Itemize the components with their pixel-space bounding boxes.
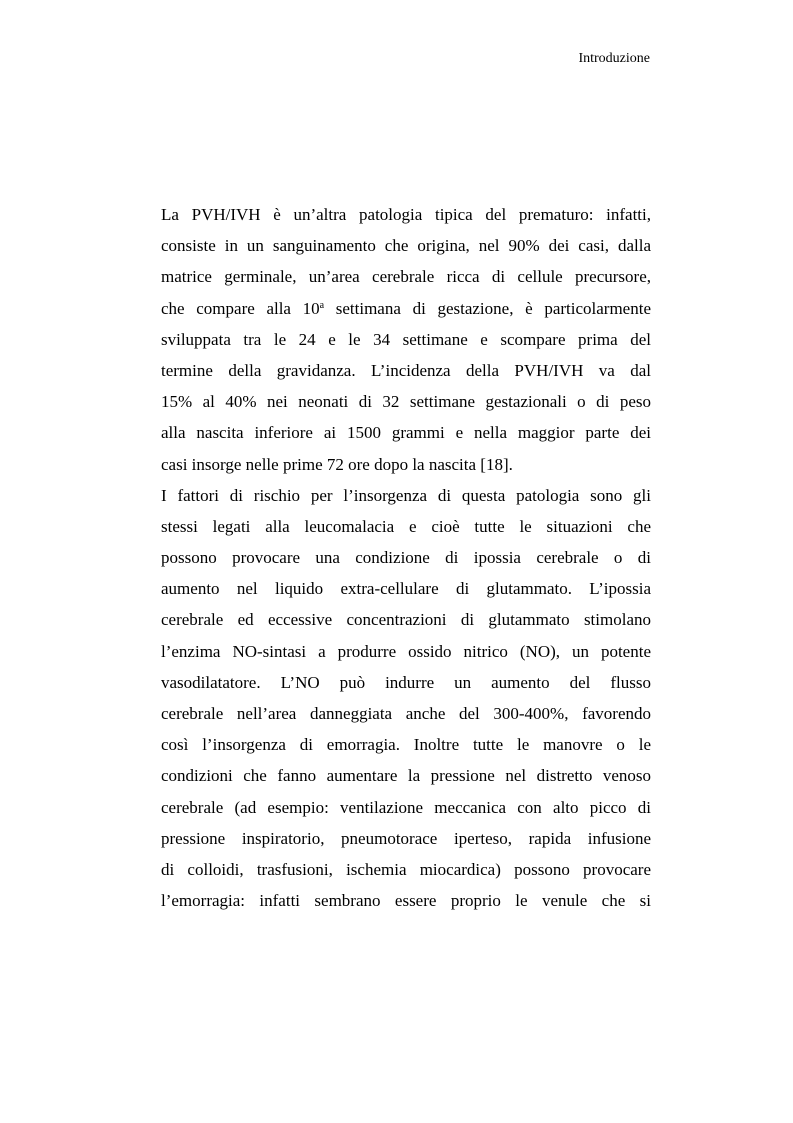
superscript: a: [319, 299, 325, 311]
text-line: così l’insorgenza di emorragia. Inoltre tutte le manovre o le: [161, 735, 651, 755]
text-line: condizioni che fanno aumentare la pressione nel distretto venoso: [161, 766, 651, 786]
text-line: [161, 293, 651, 324]
text-line: di colloidi, trasfusioni, ischemia miocardica) possono provocare: [161, 859, 651, 879]
text-line: cerebrale ed eccessive concentrazioni di glutammato stimolano: [161, 610, 651, 630]
text-line: I fattori di rischio per l’insorgenza di questa patologia sono gli: [161, 485, 651, 505]
text-line: 15% al 40% nei neonati di 32 settimane gestazionali o di peso: [161, 392, 651, 412]
text-line: alla nascita inferiore ai 1500 grammi e nella maggior parte dei: [161, 423, 651, 443]
text-line: stessi legati alla leucomalacia e cioè tutte le situazioni che: [161, 516, 651, 536]
text-line: La PVH/IVH è un’altra patologia tipica del prematuro: infatti,: [161, 205, 651, 224]
running-header: Introduzione: [578, 51, 650, 66]
text-line: sviluppata tra le 24 e le 34 settimane e scompare prima del: [161, 329, 651, 349]
text-line: matrice germinale, un’area cerebrale ricca di cellule precursore,: [161, 267, 651, 287]
text-line: casi insorge nelle prime 72 ore dopo la nascita [18].: [161, 454, 513, 474]
text-line: cerebrale nell’area danneggiata anche del 300-400%, favorendo: [161, 704, 651, 723]
text-line: l’emorragia: infatti sembrano essere proprio le venule che si: [161, 891, 651, 911]
text-segment: che compare alla 10: [161, 298, 320, 318]
text-line: vasodilatatore. L’NO può indurre un aumento del flusso: [161, 672, 651, 692]
text-line: termine della gravidanza. L’incidenza della PVH/IVH va dal: [161, 360, 651, 380]
text-line: cerebrale (ad esempio: ventilazione meccanica con alto picco di: [161, 797, 651, 817]
text-line: aumento nel liquido extra-cellulare di glutammato. L’ipossia: [161, 579, 651, 599]
text-line: l’enzima NO-sintasi a produrre ossido nitrico (NO), un potente: [161, 641, 651, 661]
text-line: pressione inspiratorio, pneumotorace iperteso, rapida infusione: [161, 828, 651, 848]
text-line: consiste in un sanguinamento che origina, nel 90% dei casi, dalla: [161, 236, 651, 256]
text-line: possono provocare una condizione di ipossia cerebrale o di: [161, 548, 651, 568]
body-text: [161, 199, 651, 916]
text-segment: settimana di gestazione, è particolarmente: [324, 298, 651, 318]
